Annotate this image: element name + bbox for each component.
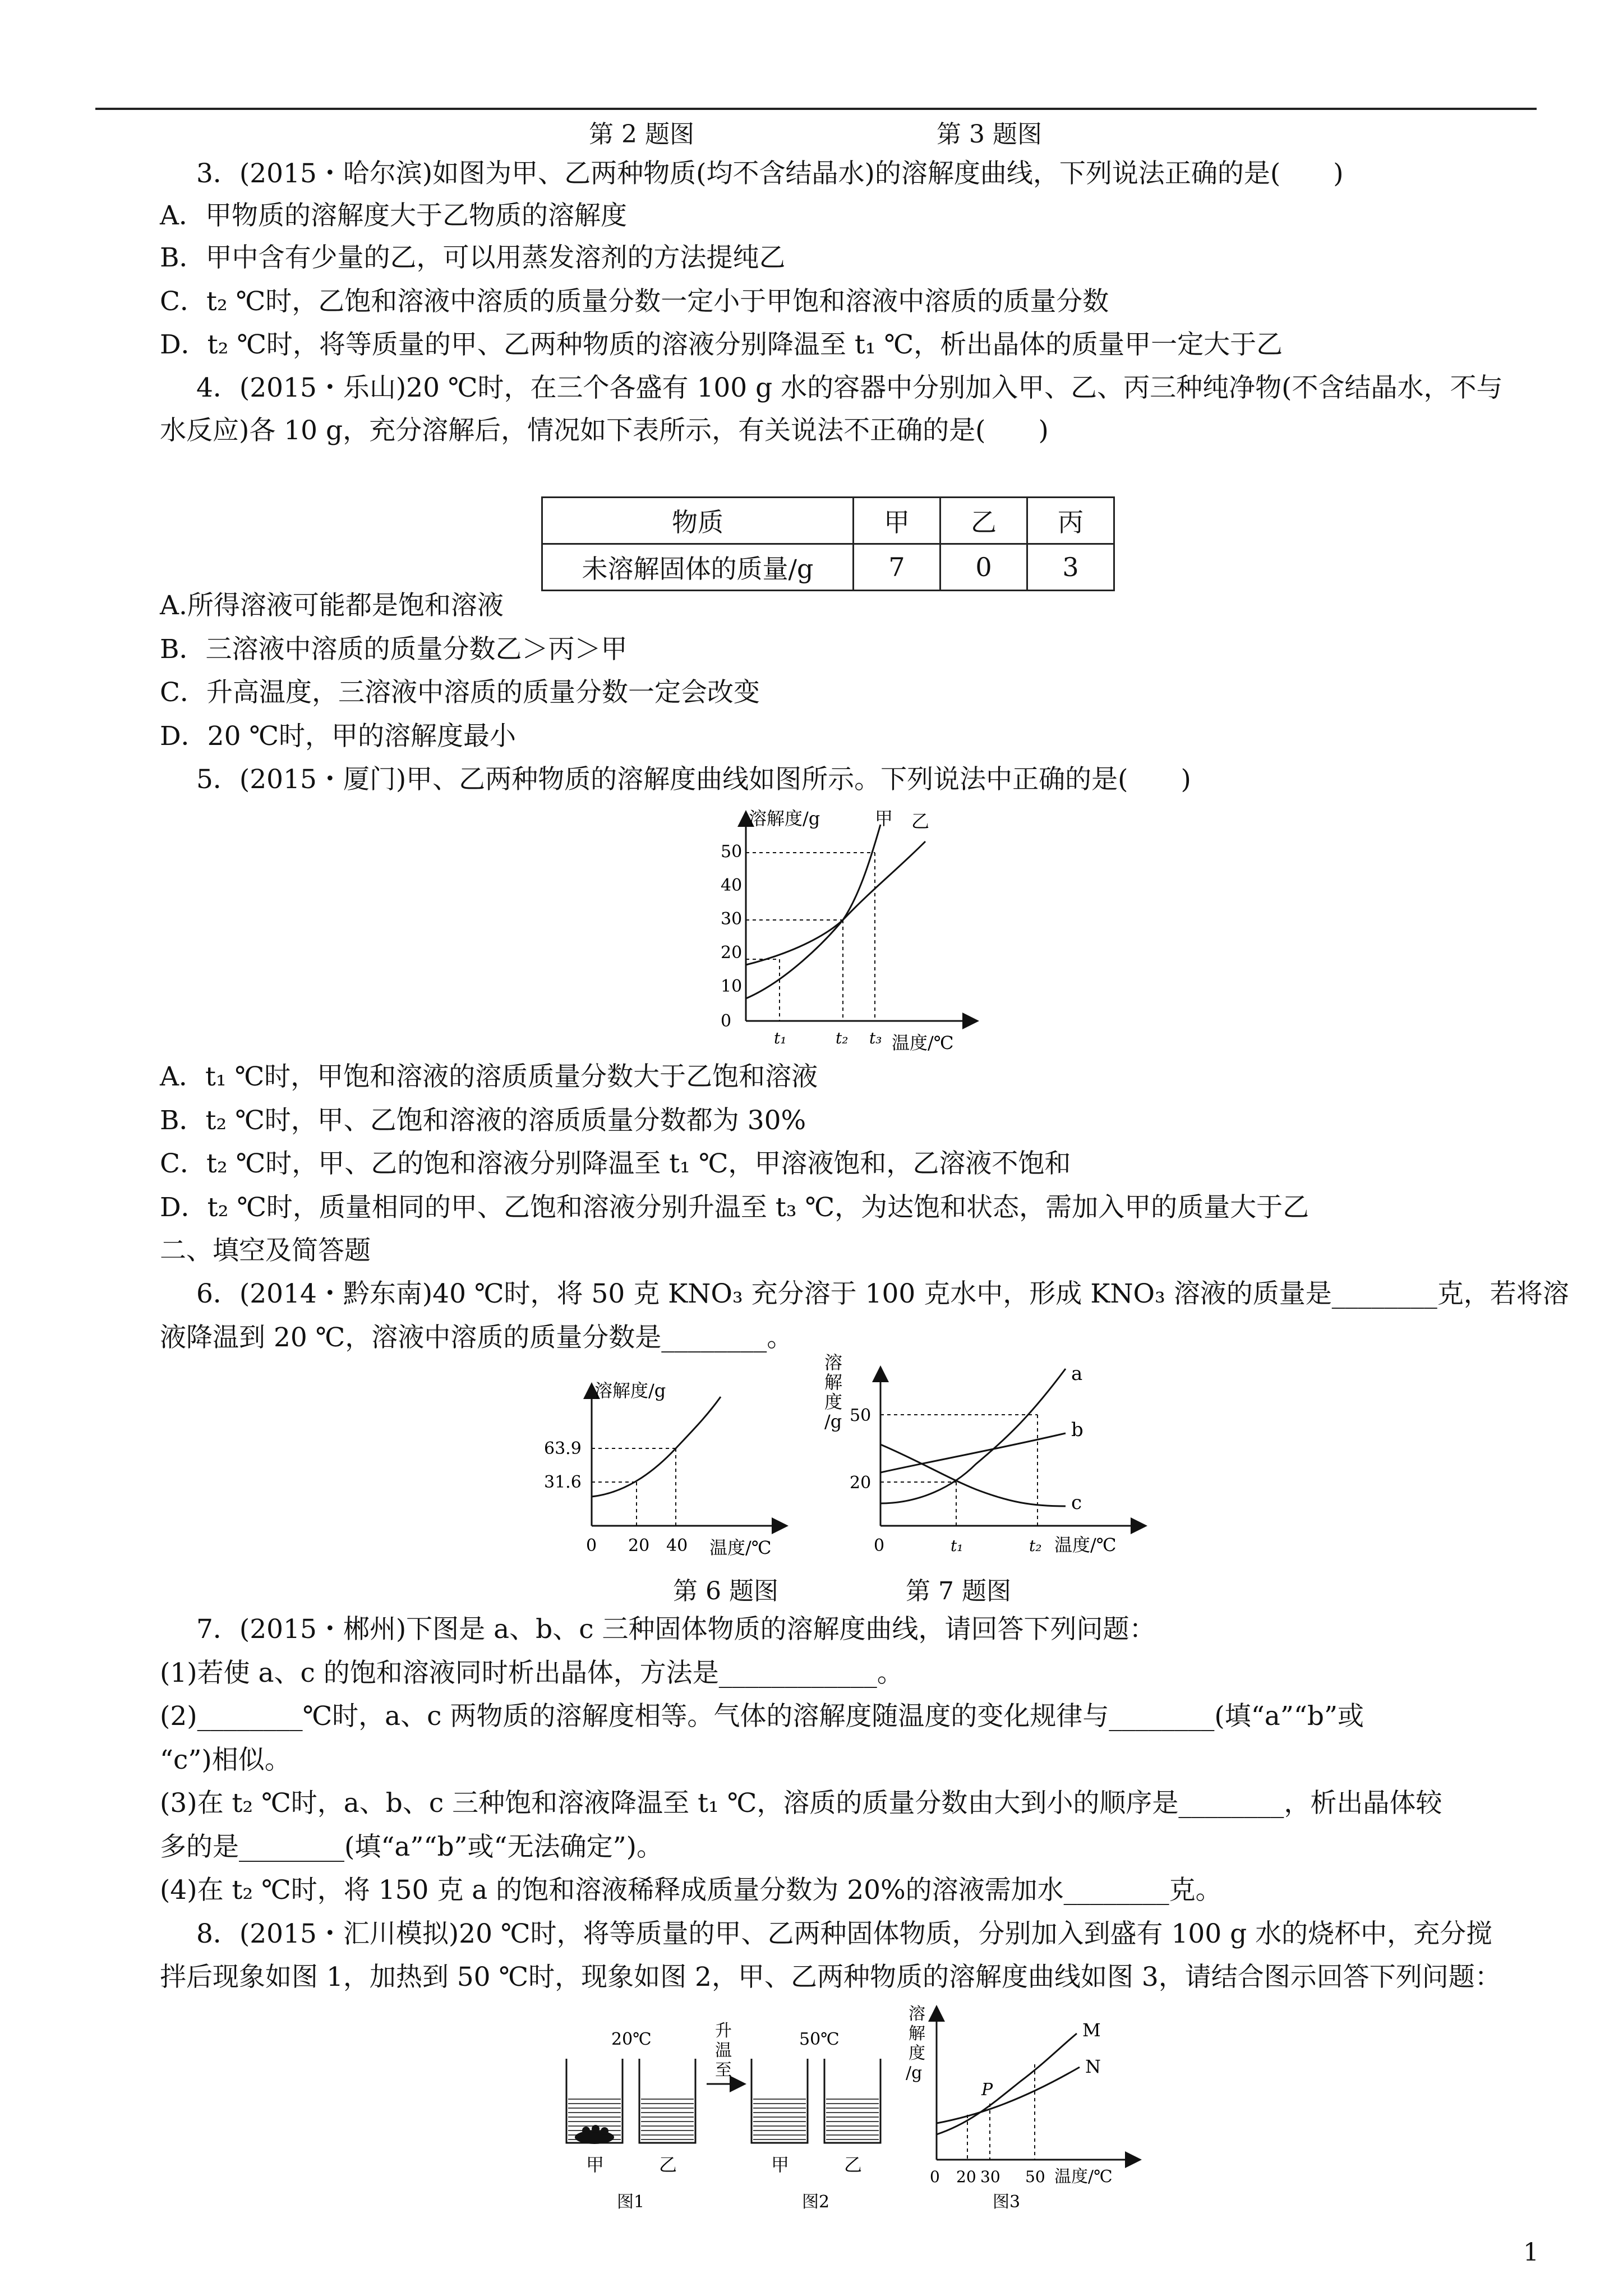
q4-option-b: B．三溶液中溶质的质量分数乙＞丙＞甲 bbox=[160, 634, 628, 665]
beaker-label: 乙 bbox=[844, 2154, 863, 2175]
q7-part1: (1)若使 a、c 的饱和溶液同时析出晶体，方法是____________。 bbox=[160, 1658, 903, 1688]
q7-solubility-chart bbox=[808, 1346, 1155, 1559]
q8-figure bbox=[555, 2003, 1150, 2227]
fig2-caption: 第 2 题图 bbox=[589, 120, 694, 149]
page-number: 1 bbox=[1523, 2238, 1539, 2267]
table-cell: 未溶解固体的质量/g bbox=[542, 544, 854, 591]
q6-line1: 6．(2014・黔东南)40 ℃时，将 50 克 KNO₃ 充分溶于 100 克水中，形成 KNO₃ 溶液的质量是________克，若将溶 bbox=[196, 1278, 1569, 1309]
q8-line2: 拌后现象如图 1，加热到 50 ℃时，现象如图 2，甲、乙两种物质的溶解度曲线如图 3，请结合图示回答下列问题： bbox=[160, 1962, 1501, 1993]
q3-option-a: A．甲物质的溶解度大于乙物质的溶解度 bbox=[160, 200, 627, 231]
x-tick-label: t₁ bbox=[951, 1536, 963, 1555]
table-cell: 3 bbox=[1027, 544, 1114, 591]
q5-option-a: A．t₁ ℃时，甲饱和溶液的溶质质量分数大于乙饱和溶液 bbox=[160, 1061, 818, 1092]
x-tick-label: t₁ bbox=[774, 1029, 787, 1047]
x-tick-label: 30 bbox=[980, 2168, 1000, 2186]
q7-part2-line1: (2)________℃时，a、c 两物质的溶解度相等。气体的溶解度随温度的变化规律与________(填“a”“b”或 bbox=[160, 1701, 1364, 1732]
y-axis-label: 溶 bbox=[909, 2004, 925, 2024]
series-n-curve bbox=[937, 2067, 1080, 2123]
fig3-caption: 第 3 题图 bbox=[937, 120, 1042, 149]
q7-stem: 7．(2015・郴州)下图是 a、b、c 三种固体物质的溶解度曲线，请回答下列问题： bbox=[196, 1614, 1156, 1645]
q8-line1: 8．(2015・汇川模拟)20 ℃时，将等质量的甲、乙两种固体物质，分别加入到盛有 100 g 水的烧杯中，充分搅 bbox=[196, 1918, 1493, 1949]
y-tick-label: 50 bbox=[850, 1406, 872, 1425]
table-cell: 乙 bbox=[940, 498, 1027, 544]
q5-option-b: B．t₂ ℃时，甲、乙饱和溶液的溶质质量分数都为 30% bbox=[160, 1105, 806, 1136]
y-tick-label: 31.6 bbox=[544, 1473, 582, 1492]
table-cell: 0 bbox=[940, 544, 1027, 591]
y-axis-label: 溶解度/g bbox=[749, 808, 820, 829]
y-axis-label: 解 bbox=[824, 1372, 843, 1393]
fig6-caption: 第 6 题图 bbox=[673, 1577, 778, 1605]
x-tick-label: 40 bbox=[666, 1536, 688, 1556]
fig7-caption: 第 7 题图 bbox=[906, 1577, 1011, 1605]
figure-caption: 图1 bbox=[617, 2192, 645, 2212]
y-tick-label: 30 bbox=[721, 909, 743, 929]
y-tick-label: 63.9 bbox=[544, 1439, 582, 1458]
q7-part3-line2: 多的是________(填“a”“b”或“无法确定”)。 bbox=[160, 1832, 663, 1862]
q6-line2: 液降温到 20 ℃，溶液中溶质的质量分数是________。 bbox=[160, 1322, 794, 1353]
q4-table bbox=[541, 496, 1115, 591]
series-label: a bbox=[1071, 1363, 1083, 1385]
series-jia-curve bbox=[746, 825, 880, 965]
beaker-jia-50c bbox=[751, 2059, 808, 2143]
q3-option-c: C．t₂ ℃时，乙饱和溶液中溶质的质量分数一定小于甲饱和溶液中溶质的质量分数 bbox=[160, 286, 1109, 317]
table-row bbox=[542, 544, 1114, 591]
section-heading: 二、填空及简答题 bbox=[160, 1235, 371, 1266]
y-tick-label: 20 bbox=[850, 1473, 872, 1493]
y-axis-label: /g bbox=[824, 1411, 842, 1432]
x-tick-label: 0 bbox=[586, 1536, 597, 1556]
q4-option-d: D．20 ℃时，甲的溶解度最小 bbox=[160, 721, 517, 752]
q7-part3-line1: (3)在 t₂ ℃时，a、b、c 三种饱和溶液降温至 t₁ ℃，溶质的质量分数由大到小的顺序是________，析出晶体较 bbox=[160, 1788, 1442, 1819]
y-tick-label: 50 bbox=[721, 842, 743, 862]
legend-label: 乙 bbox=[911, 811, 930, 832]
x-tick-label: 50 bbox=[1025, 2168, 1045, 2186]
y-axis-label: /g bbox=[906, 2063, 923, 2083]
q4-stem-line2: 水反应)各 10 g，充分溶解后，情况如下表所示，有关说法不正确的是( ) bbox=[160, 415, 1049, 446]
x-axis-label: 温度/℃ bbox=[1054, 1534, 1117, 1556]
series-label: M bbox=[1082, 2019, 1101, 2041]
beaker-yi-20c bbox=[639, 2059, 695, 2143]
beaker-label: 乙 bbox=[659, 2154, 677, 2175]
arrow-text: 温 bbox=[715, 2041, 732, 2060]
y-axis-label: 溶 bbox=[824, 1352, 843, 1373]
series-label: c bbox=[1071, 1492, 1082, 1514]
y-tick-label: 40 bbox=[721, 876, 743, 895]
kno3-curve bbox=[592, 1397, 721, 1497]
x-tick-label: 0 bbox=[874, 1536, 885, 1556]
y-tick-label: 0 bbox=[721, 1011, 732, 1031]
q5-option-d: D．t₂ ℃时，质量相同的甲、乙饱和溶液分别升温至 t₃ ℃，为达饱和状态，需加入甲的质量大于乙 bbox=[160, 1192, 1310, 1223]
q4-option-a: A.所得溶液可能都是饱和溶液 bbox=[160, 590, 504, 621]
beaker-label: 甲 bbox=[771, 2154, 790, 2175]
q5-solubility-chart bbox=[695, 802, 987, 1060]
q3-option-d: D．t₂ ℃时，将等质量的甲、乙两种物质的溶液分别降温至 t₁ ℃，析出晶体的质量甲一定大于乙 bbox=[160, 329, 1283, 360]
x-axis-label: 温度/℃ bbox=[709, 1537, 772, 1558]
top-rule bbox=[95, 108, 1537, 110]
legend-label: 甲 bbox=[875, 808, 893, 829]
intersection-point-label: P bbox=[981, 2080, 993, 2100]
table-cell: 甲 bbox=[854, 498, 940, 544]
y-tick-label: 20 bbox=[721, 943, 743, 963]
table-cell: 丙 bbox=[1027, 498, 1114, 544]
q7-part2-line2: “c”)相似。 bbox=[160, 1745, 291, 1775]
x-tick-label: t₂ bbox=[1029, 1536, 1042, 1555]
y-axis-label: 解 bbox=[909, 2024, 925, 2044]
x-tick-label: t₂ bbox=[836, 1029, 849, 1047]
table-header-row bbox=[542, 498, 1114, 544]
figure-caption: 图2 bbox=[802, 2192, 830, 2212]
figure-caption: 图3 bbox=[993, 2192, 1021, 2212]
x-tick-label: 20 bbox=[628, 1536, 650, 1556]
x-tick-label: 20 bbox=[956, 2168, 976, 2186]
beaker-label: 甲 bbox=[586, 2154, 605, 2175]
x-tick-label: 0 bbox=[930, 2168, 940, 2186]
arrow-text: 升 bbox=[715, 2021, 732, 2041]
q5-stem: 5．(2015・厦门)甲、乙两种物质的溶解度曲线如图所示。下列说法中正确的是( ) bbox=[196, 764, 1191, 795]
beaker-jia-20c bbox=[566, 2059, 623, 2144]
q3-stem: 3．(2015・哈尔滨)如图为甲、乙两种物质(均不含结晶水)的溶解度曲线，下列说法正确的是( ) bbox=[196, 158, 1344, 189]
y-axis-label: 度 bbox=[824, 1391, 843, 1412]
q6-solubility-chart bbox=[538, 1374, 796, 1559]
x-tick-label: t₃ bbox=[869, 1029, 882, 1047]
arrow-text: 至 bbox=[715, 2060, 732, 2080]
x-axis-label: 温度/℃ bbox=[892, 1032, 954, 1053]
y-axis-label: 溶解度/g bbox=[594, 1380, 666, 1401]
x-axis-label: 温度/℃ bbox=[1054, 2167, 1113, 2187]
q7-part4: (4)在 t₂ ℃时，将 150 克 a 的饱和溶液稀释成质量分数为 20%的溶液需加水________克。 bbox=[160, 1875, 1222, 1906]
y-tick-label: 10 bbox=[721, 977, 743, 996]
table-cell: 物质 bbox=[542, 498, 854, 544]
q4-option-c: C．升高温度，三溶液中溶质的质量分数一定会改变 bbox=[160, 677, 760, 708]
table-cell: 7 bbox=[854, 544, 940, 591]
temperature-label-50c: 50℃ bbox=[799, 2030, 840, 2049]
q4-stem-line1: 4．(2015・乐山)20 ℃时，在三个各盛有 100 g 水的容器中分别加入甲、乙、丙三种纯净物(不含结晶水，不与 bbox=[196, 372, 1503, 403]
series-label: b bbox=[1071, 1419, 1083, 1441]
y-axis-label: 度 bbox=[909, 2044, 925, 2063]
beaker-yi-50c bbox=[824, 2059, 880, 2143]
q3-option-b: B．甲中含有少量的乙，可以用蒸发溶剂的方法提纯乙 bbox=[160, 242, 786, 273]
temperature-label-20c: 20℃ bbox=[611, 2030, 652, 2049]
series-label: N bbox=[1085, 2056, 1101, 2077]
q5-option-c: C．t₂ ℃时，甲、乙的饱和溶液分别降温至 t₁ ℃，甲溶液饱和，乙溶液不饱和 bbox=[160, 1148, 1071, 1179]
